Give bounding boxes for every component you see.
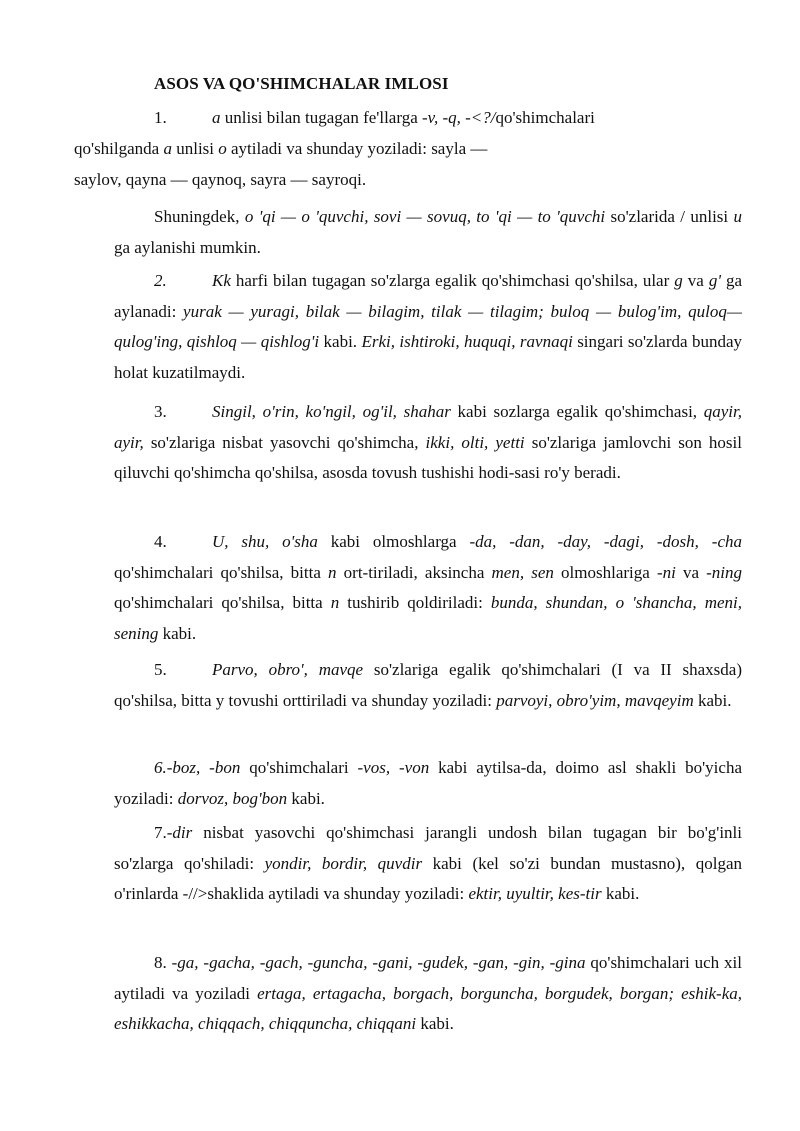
italic-term: Parvo, obro', mavqe — [212, 660, 364, 679]
italic-term: ektir, uyultir, kes-tir — [468, 884, 602, 903]
paragraph-5 — [114, 655, 742, 716]
text-segment: ort-tiriladi, aksincha — [336, 562, 492, 582]
text-segment: ga aylanadi: — [114, 271, 742, 321]
text-segment: kabi. — [601, 884, 640, 903]
italic-term: parvoyi, obro'yim, mavqeyim — [496, 690, 694, 710]
item-number: 6. — [154, 758, 167, 777]
paragraph-1 — [74, 102, 742, 195]
text-segment: so'zlariga egalik qo'shimchalari (I va II shaxsda) qo'shilsa, bitta y tovushi orttiriladi va shunday yoziladi: — [114, 660, 742, 710]
text-segment: ga aylanishi mumkin. — [114, 237, 261, 257]
text-segment: saylov, qayna — qaynoq, sayra — sayroqi. — [74, 170, 367, 189]
italic-term: a — [212, 108, 221, 127]
italic-term: -ga, -gacha, -gach, -guncha, -gani, -gudek, -gan, -gin, -gina — [171, 953, 586, 972]
italic-term: ertaga, ertagacha, borgach, borguncha, borgudek, borgan; eshik-ka, eshikkacha, chiqqach, chiqquncha, chiqqani — [114, 983, 743, 1033]
italic-term: bunda, shundan, o 'shancha, meni, sening — [114, 593, 742, 643]
italic-term: o — [218, 139, 227, 158]
text-segment: Shuningdek, — [154, 207, 245, 226]
text-segment: olmoshlariga — [553, 562, 657, 582]
italic-term: U, shu, o'sha — [212, 532, 318, 551]
text-segment: kabi. — [158, 623, 197, 643]
italic-term: qayir, ayir, — [114, 402, 742, 452]
italic-term: g' — [708, 271, 721, 290]
italic-term: -da, -dan, -day, -dagi, -dosh, -cha — [469, 532, 742, 551]
italic-term: -ning — [706, 562, 743, 582]
text-segment: unlisi — [171, 139, 219, 158]
text-segment: singari so'zlarda bunday holat kuzatilmaydi. — [114, 332, 742, 382]
text-segment: kabi. — [416, 1014, 454, 1033]
text-segment: aytiladi va shunday yoziladi: sayla — — [226, 139, 488, 158]
italic-term: ikki, olti, yetti — [425, 432, 525, 452]
text-segment: nisbat yasovchi qo'shimchasi jarangli undosh bilan tugagan bir bo'g'inli so'zlarga qo'shiladi: — [114, 823, 742, 873]
paragraph-3 — [114, 397, 742, 489]
italic-term: yurak — yuragi, bilak — bilagim, tilak — tilagim; buloq — bulog'im, quloq— qulog'ing, qishloq — qishlog'i — [114, 301, 742, 351]
paragraph-2 — [114, 266, 742, 388]
item-number: 7. — [154, 823, 167, 842]
text-segment: qo'shilganda — [74, 139, 164, 158]
italic-term: g — [674, 271, 683, 290]
item-number: 1. — [154, 108, 167, 127]
text-segment: va — [682, 271, 709, 290]
paragraph-4 — [114, 527, 742, 649]
text-segment: qo'shimchalari uch xil aytiladi va yoziladi — [114, 953, 742, 1003]
text-segment: harfi bilan tugagan so'zlarga egalik qo'shimchasi qo'shilsa, ular — [230, 271, 675, 290]
paragraph-1b — [114, 202, 742, 263]
italic-term: -v, -q, -<?/ — [422, 108, 496, 127]
text-segment: qo'shimchalari qo'shilsa, bitta — [114, 562, 329, 582]
italic-term: yondir, bordir, quvdir — [264, 853, 423, 873]
text-segment: tushirib qoldiriladi: — [339, 593, 491, 612]
text-segment: so'zlarida / unlisi — [605, 207, 734, 226]
text-segment: kabi olmoshlarga — [317, 532, 470, 551]
text-segment: unlisi bilan tugagan fe'llarga — [220, 108, 423, 127]
text-segment: so'zlariga jamlovchi son hosil qiluvchi qo'shimcha qo'shilsa, asosda tovush tushishi hodi-sasi ro'y beradi. — [114, 432, 742, 482]
italic-term: n — [328, 562, 337, 582]
italic-term: n — [330, 593, 340, 612]
italic-term: a — [163, 139, 172, 158]
text-segment: kabi. — [287, 788, 325, 808]
paragraph-6 — [114, 753, 742, 814]
italic-term: -dir — [166, 823, 193, 842]
text-segment: kabi. — [693, 690, 732, 710]
page-title: ASOS VA QO'SHIMCHALAR IMLOSI — [154, 74, 449, 93]
italic-term: dorvoz, bog'bon — [177, 788, 288, 808]
italic-term: -ni — [656, 562, 676, 582]
italic-term: o 'qi — o 'quvchi, sovi — sovuq, to 'qi — to 'quvchi — [244, 207, 606, 226]
text-segment: va — [675, 562, 707, 582]
text-segment: kabi sozlarga egalik qo'shimchasi, — [450, 402, 704, 421]
italic-term: Erki, ishtiroki, huquqi, ravnaqi — [361, 332, 573, 351]
text-segment: qo'shimchalari — [495, 108, 595, 127]
item-number: 2. — [154, 271, 167, 290]
item-number: 8. — [154, 953, 172, 972]
text-segment: kabi aytilsa-da, doimo asl shakli bo'yicha yoziladi: — [114, 758, 743, 808]
italic-term: Singil, o'rin, ko'ngil, og'il, shahar — [212, 402, 451, 421]
paragraph-8 — [114, 948, 742, 1040]
italic-term: -vos, -von — [357, 758, 430, 777]
text-segment: qo'shimchalari — [240, 758, 358, 777]
italic-term: men, sen — [491, 562, 554, 582]
text-segment: qo'shimchalari qo'shilsa, bitta — [114, 593, 331, 612]
italic-term: Kk — [212, 271, 231, 290]
text-segment: kabi. — [319, 332, 362, 351]
italic-term: u — [733, 207, 742, 226]
item-number: 3. — [154, 402, 167, 421]
item-number: 4. — [154, 532, 167, 551]
paragraph-7 — [114, 818, 742, 910]
italic-term: -boz, -bon — [166, 758, 241, 777]
text-segment: so'zlariga nisbat yasovchi qo'shimcha, — [143, 432, 426, 452]
text-segment: kabi (kel so'zi bundan mustasno), qolgan o'rinlarda -//>shaklida aytiladi va shunday yoziladi: — [114, 853, 742, 903]
item-number: 5. — [154, 660, 167, 679]
